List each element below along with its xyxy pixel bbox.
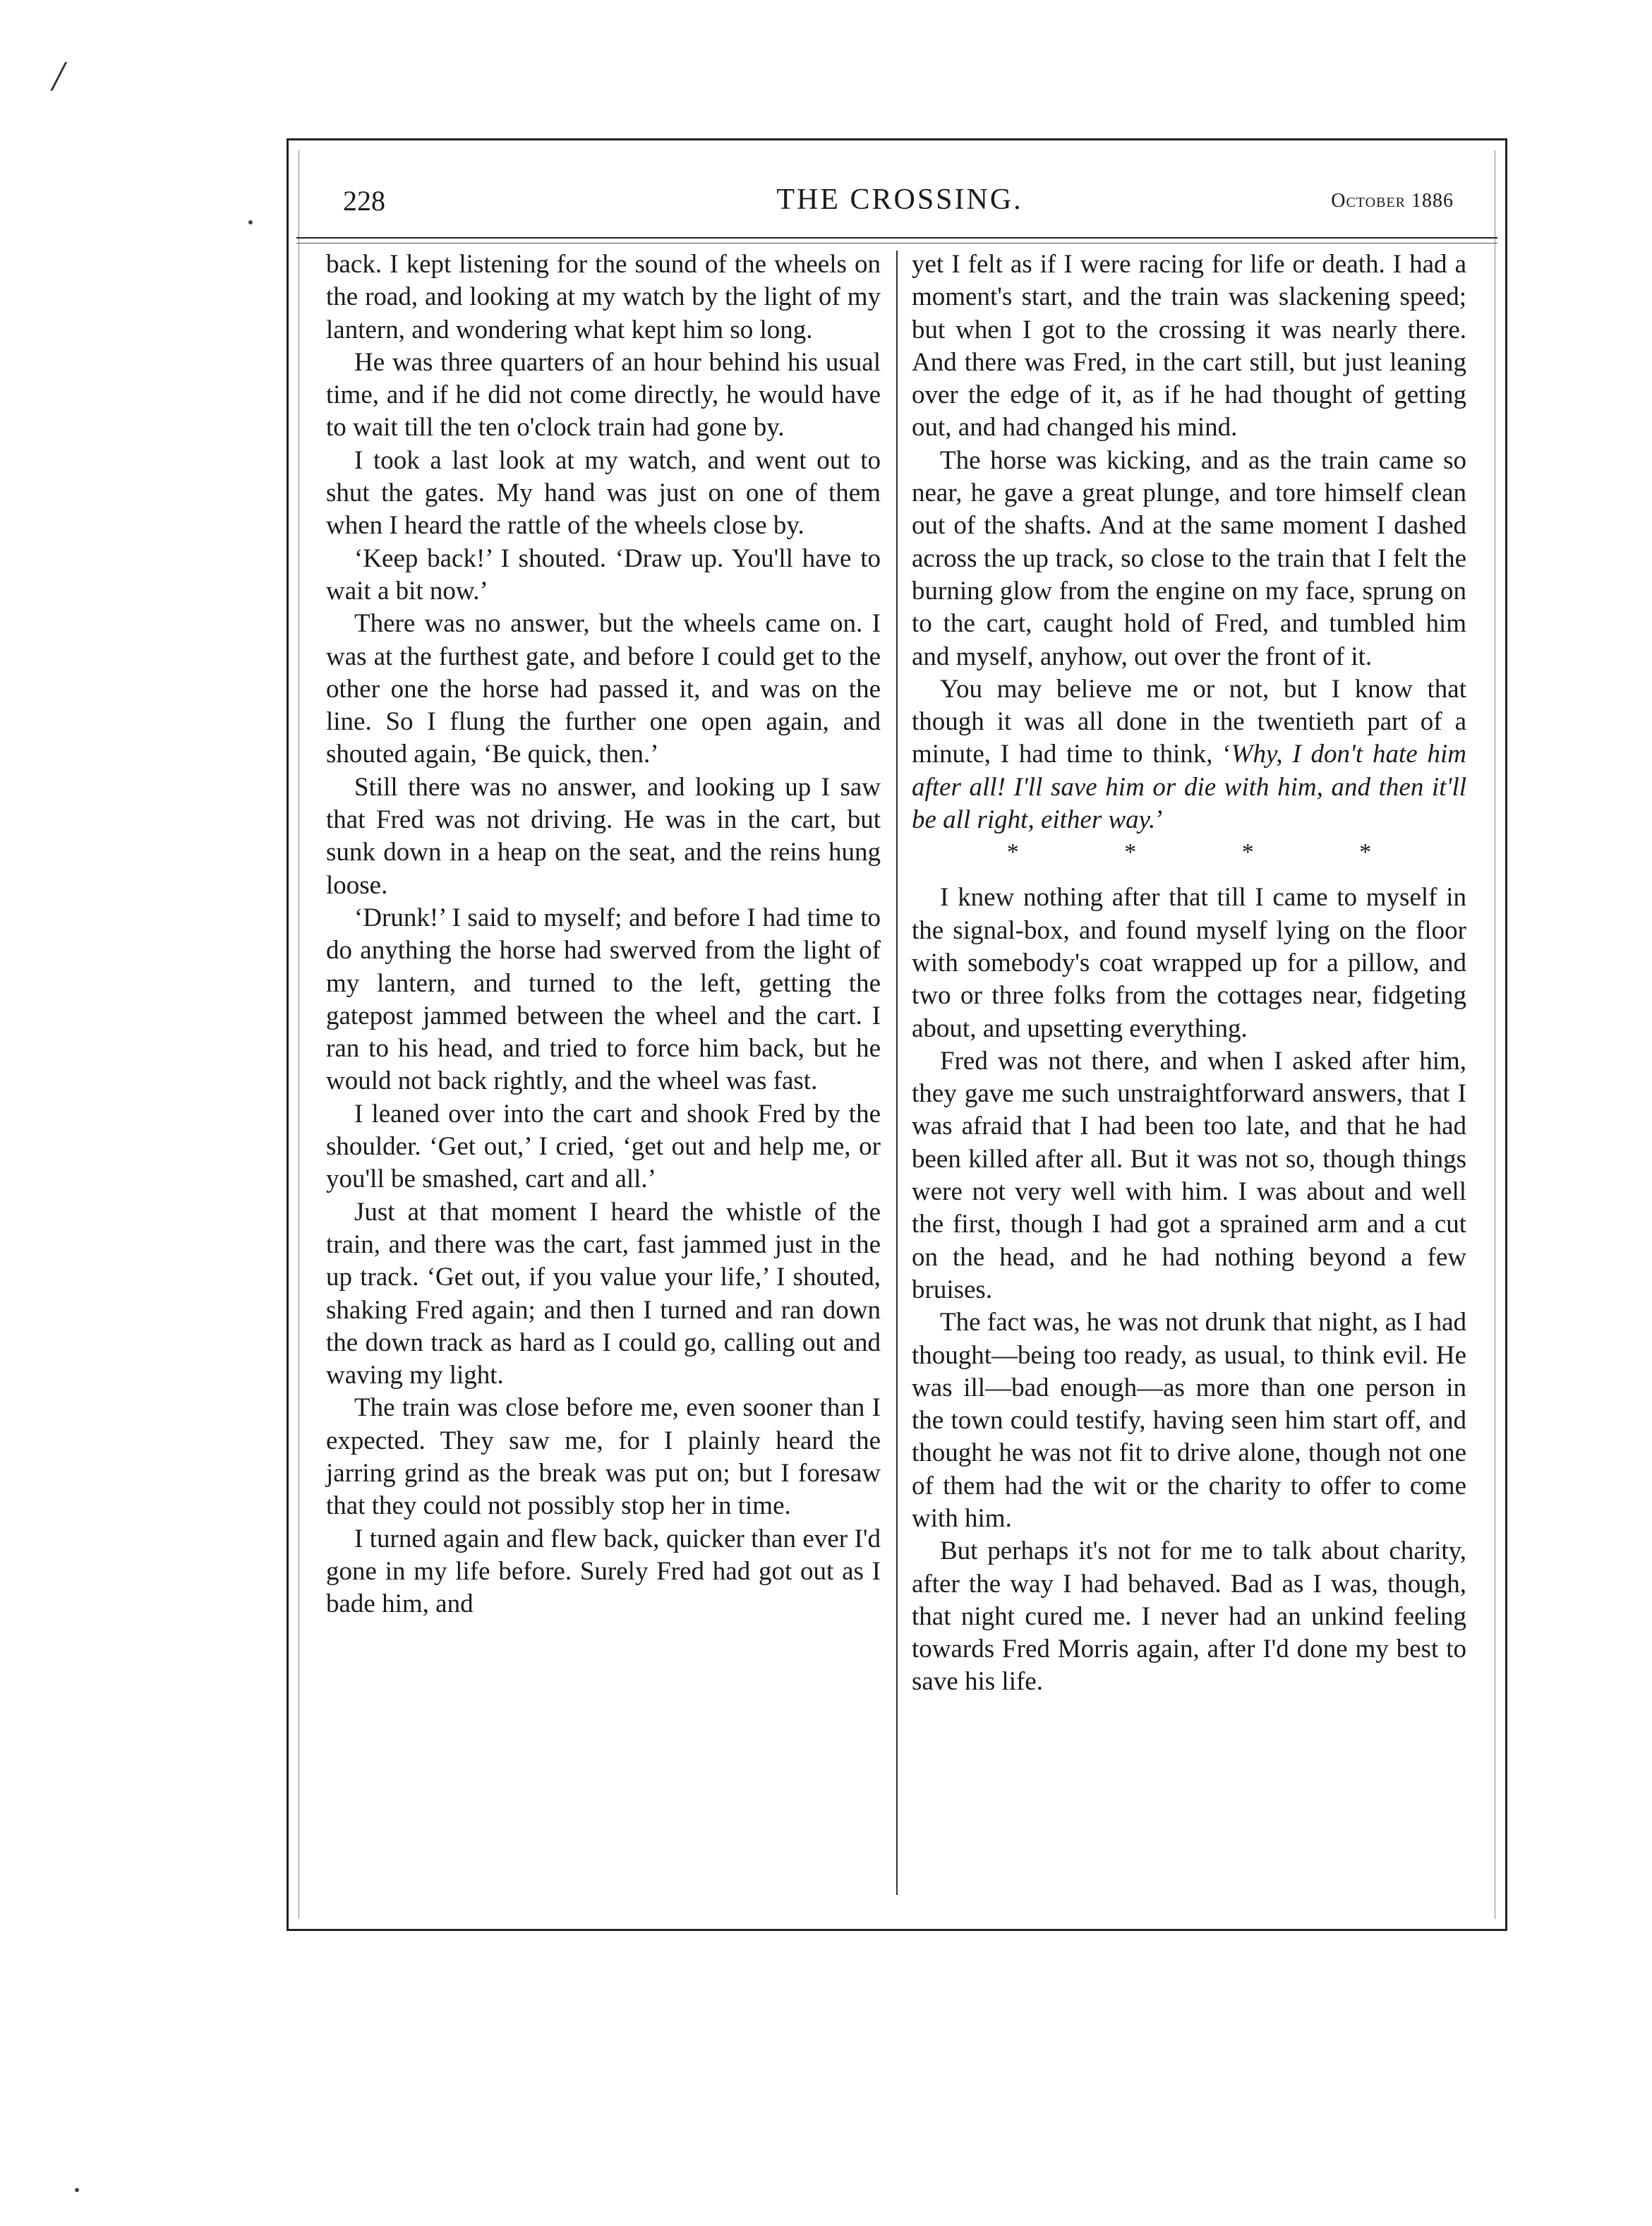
paragraph: Just at that moment I heard the whistle of the train, and there was the cart, fast jammed just in the up track. ‘Get out, if you value your life,’ I shouted, shaking Fred again; and then I turned and ran down the down track as hard as I could go, calling out and waving my light. [326, 1197, 881, 1390]
paragraph: The train was close before me, even sooner than I expected. They saw me, for I plainly heard the jarring grind as the break was put on; but I foresaw that they could not possibly stop her in time. [326, 1393, 881, 1521]
paragraph: The horse was kicking, and as the train came so near, he gave a great plunge, and tore himself clean out of the shafts. And at the same moment I dashed across the up track, so close to the train that I felt the burning glow from the engine on my face, sprung on to the cart, caught hold of Fred, and tumbled him and myself, anyhow, out over the front of it. [912, 445, 1466, 671]
column-divider [896, 251, 898, 1895]
italic-thought: Why, I don't hate him after all! I'll save him or die with him, and then it'll be all right, either way. [912, 740, 1466, 835]
running-header [303, 180, 1496, 222]
paragraph: back. I kept listening for the sound of the wheels on the road, and looking at my watch by the light of my lantern, and wondering what kept him so long. [326, 250, 881, 344]
paragraph: ‘Drunk!’ I said to myself; and before I had time to do anything the horse had swerved from the light of my lantern, and turned to the left, getting the gatepost jammed between the wheel and the cart. I ran to his head, and tried to force him back, but he would not back rightly, and the wheel was fast. [326, 903, 881, 1096]
section-break-stars [912, 836, 1466, 869]
paragraph: I took a last look at my watch, and went out to shut the gates. My hand was just on one of them when I heard the rattle of the wheels close by. [326, 445, 881, 541]
paragraph-tail: ’ [1155, 805, 1164, 835]
paragraph: The fact was, he was not drunk that night, as I had thought—being too ready, as usual, to think evil. He was ill—bad enough—as more than one person in the town could testify, having seen him start off, and thought he was not fit to drive alone, though not one of them had the wit or the charity to offer to come with him. [912, 1308, 1466, 1533]
right-column-bottom [912, 882, 1466, 1698]
page-number: 228 [343, 185, 385, 217]
paragraph-lead: You may believe me or not, but I know that though it was all done in the twentieth part of a minute, I had time to think, ‘ [912, 674, 1466, 769]
section-star: * [1359, 839, 1372, 866]
header-rule [296, 237, 1497, 239]
margin-dot [248, 220, 253, 224]
issue-date: October 1886 [1331, 190, 1454, 212]
paragraph: I leaned over into the cart and shook Fred by the shoulder. ‘Get out,’ I cried, ‘get out and help me, or you'll be smashed, cart and all.’ [326, 1099, 881, 1194]
left-column [326, 248, 881, 1620]
paragraph: Still there was no answer, and looking up I saw that Fred was not driving. He was in the cart, but sunk down in a heap on the seat, and the reins hung loose. [326, 772, 881, 900]
section-star: * [1006, 839, 1019, 866]
section-star: * [1124, 839, 1137, 866]
paragraph: yet I felt as if I were racing for life or death. I had a moment's start, and the train was slackening speed; but when I got to the crossing it was nearly there. And there was Fred, in the cart still, but just leaning over the edge of it, as if he had thought of getting out, and had changed his mind. [912, 250, 1466, 443]
paragraph: ‘Keep back!’ I shouted. ‘Draw up. You'll have to wait a bit now.’ [326, 543, 881, 606]
margin-pencil-mark: / [52, 53, 64, 100]
paragraph: There was no answer, but the wheels came on. I was at the furthest gate, and before I could get to the other one the horse had passed it, and was on the line. So I flung the further one open again, and shouted again, ‘Be quick, then.’ [326, 609, 881, 769]
paragraph: Fred was not there, and when I asked after him, they gave me such unstraightforward answers, that I was afraid that I had been too late, and that he had been killed after all. But it was not so, though things were not very well with him. I was about and well the first, though I had got a sprained arm and a cut on the head, and he had nothing beyond a few bruises. [912, 1046, 1466, 1304]
paragraph [912, 673, 1466, 836]
right-column [912, 248, 1466, 1699]
running-title: THE CROSSING. [776, 184, 1023, 216]
margin-dot [75, 2188, 79, 2192]
right-column-top [912, 248, 1466, 673]
paragraph: I turned again and flew back, quicker than ever I'd gone in my life before. Surely Fred had got out as I bade him, and [326, 1524, 881, 1619]
section-star: * [1241, 839, 1254, 866]
paragraph: But perhaps it's not for me to talk about charity, after the way I had behaved. Bad as I was, though, that night cured me. I never had an unkind feeling towards Fred Morris again, after I'd done my best to save his life. [912, 1536, 1466, 1697]
paragraph: I knew nothing after that till I came to myself in the signal-box, and found myself lying on the floor with somebody's coat wrapped up for a pillow, and two or three folks from the cottages near, fidgeting about, and upsetting everything. [912, 883, 1466, 1043]
paragraph: He was three quarters of an hour behind his usual time, and if he did not come directly, he would have to wait till the ten o'clock train had gone by. [326, 347, 881, 443]
